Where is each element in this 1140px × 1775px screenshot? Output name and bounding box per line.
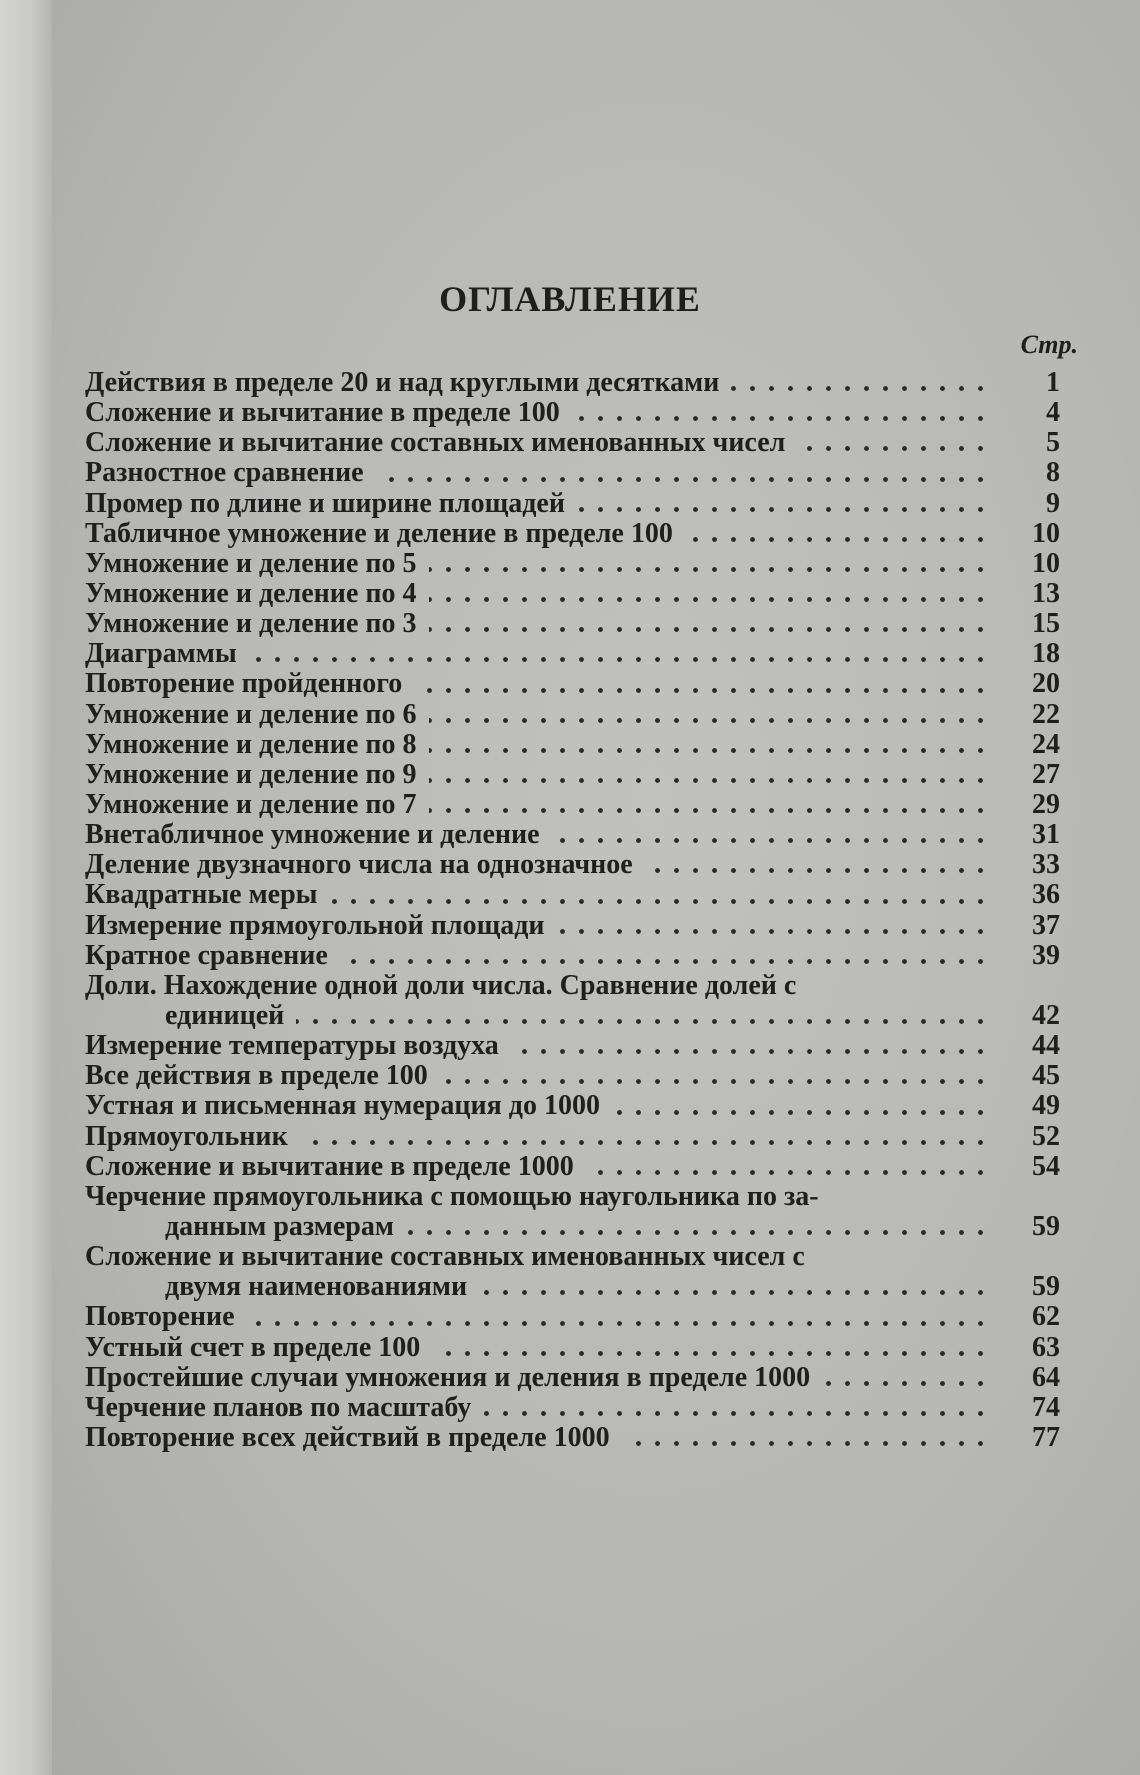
toc-entry-title: Деление двузначного числа на однозначное bbox=[85, 849, 633, 881]
toc-entry-title: Повторение пройденного bbox=[85, 668, 403, 700]
toc-entry bbox=[85, 1212, 1060, 1242]
toc-entry bbox=[85, 790, 1060, 820]
dot-leader bbox=[731, 386, 990, 391]
dot-leader bbox=[429, 748, 990, 753]
toc-entry bbox=[85, 820, 1060, 850]
toc-entry-title: Умножение и деление по 9 bbox=[85, 758, 417, 790]
toc-entry bbox=[85, 1333, 1060, 1363]
toc-entry-title: Повторение всех действий в пределе 1000 bbox=[85, 1421, 610, 1453]
toc-entry-page-number: 22 bbox=[1032, 698, 1060, 730]
toc-entry-page-number: 36 bbox=[1032, 879, 1060, 911]
toc-entry-page-number: 15 bbox=[1032, 608, 1060, 640]
toc-entry-title: Квадратные меры bbox=[85, 879, 318, 911]
toc-entry bbox=[85, 639, 1060, 669]
toc-entry-page-number: 10 bbox=[1032, 517, 1060, 549]
toc-entry bbox=[85, 428, 1060, 458]
toc-entry bbox=[85, 911, 1060, 941]
dot-leader bbox=[685, 537, 990, 542]
toc-entry-title: Сложение и вычитание в пределе 100 bbox=[85, 397, 560, 429]
toc-entry-title: единицей bbox=[165, 999, 285, 1031]
toc-entry-title: Устный счет в пределе 100 bbox=[85, 1331, 421, 1363]
dot-leader bbox=[645, 868, 990, 873]
toc-entry-title: Кратное сравнение bbox=[85, 939, 328, 971]
toc-entry-title: Все действия в пределе 100 bbox=[85, 1060, 428, 1092]
toc-entry bbox=[85, 458, 1060, 488]
toc-entry bbox=[85, 579, 1060, 609]
toc-entry-page-number: 33 bbox=[1032, 849, 1060, 881]
dot-leader bbox=[612, 1110, 990, 1115]
toc-entry-page-number: 31 bbox=[1032, 819, 1060, 851]
toc-entry-title: Разностное сравнение bbox=[85, 457, 364, 489]
toc-entry bbox=[85, 700, 1060, 730]
dot-leader bbox=[300, 1140, 990, 1145]
toc-entry-title: Черчение планов по масштабу bbox=[85, 1391, 472, 1423]
toc-entry-page-number: 44 bbox=[1032, 1030, 1060, 1062]
dot-leader bbox=[247, 1321, 990, 1326]
toc-entry bbox=[85, 1122, 1060, 1152]
toc-entry bbox=[85, 669, 1060, 699]
toc-entry-page-number: 74 bbox=[1032, 1391, 1060, 1423]
toc-entry-page-number: 59 bbox=[1032, 1271, 1060, 1303]
toc-entry bbox=[85, 1393, 1060, 1423]
dot-leader bbox=[822, 1381, 990, 1386]
toc-entry-title: Умножение и деление по 7 bbox=[85, 788, 417, 820]
toc-entry bbox=[85, 1302, 1060, 1332]
toc-entry-page-number: 4 bbox=[1046, 397, 1060, 429]
toc-entry-page-number: 52 bbox=[1032, 1120, 1060, 1152]
toc-entry-title: Сложение и вычитание составных именованных чисел bbox=[85, 427, 786, 459]
toc-entry bbox=[85, 489, 1060, 519]
toc-entry-title: Умножение и деление по 6 bbox=[85, 698, 417, 730]
dot-leader bbox=[429, 808, 990, 813]
toc-entry bbox=[85, 941, 1060, 971]
toc-entry bbox=[85, 971, 1060, 1001]
toc-entry-page-number: 39 bbox=[1032, 939, 1060, 971]
toc-entry-title: Измерение прямоугольной площади bbox=[85, 909, 545, 941]
toc-entry bbox=[85, 880, 1060, 910]
toc-entry-title: Умножение и деление по 4 bbox=[85, 577, 417, 609]
dot-leader bbox=[483, 1411, 990, 1416]
toc-entry bbox=[85, 1423, 1060, 1453]
toc-entry-page-number: 9 bbox=[1046, 487, 1060, 519]
dot-leader bbox=[479, 1290, 990, 1295]
toc-entry-title: Табличное умножение и деление в пределе 100 bbox=[85, 517, 673, 549]
toc-entry-page-number: 64 bbox=[1032, 1361, 1060, 1393]
dot-leader bbox=[440, 1079, 990, 1084]
dot-leader bbox=[511, 1049, 990, 1054]
dot-leader bbox=[622, 1441, 990, 1446]
toc-entry bbox=[85, 1001, 1060, 1031]
toc-entry-page-number: 62 bbox=[1032, 1301, 1060, 1333]
dot-leader bbox=[557, 929, 990, 934]
toc-entry bbox=[85, 1031, 1060, 1061]
toc-entry bbox=[85, 760, 1060, 790]
toc-entry bbox=[85, 1363, 1060, 1393]
toc-entry-title: двумя наименованиями bbox=[165, 1271, 468, 1303]
toc-entry bbox=[85, 850, 1060, 880]
toc-entry-title: Внетабличное умножение и деление bbox=[85, 819, 540, 851]
toc-entry-page-number: 18 bbox=[1032, 638, 1060, 670]
toc-entry bbox=[85, 1242, 1060, 1272]
toc-entry-title: Диаграммы bbox=[85, 638, 237, 670]
table-of-contents bbox=[85, 368, 1060, 1453]
toc-entry-page-number: 37 bbox=[1032, 909, 1060, 941]
dot-leader bbox=[340, 959, 990, 964]
toc-entry-title: Умножение и деление по 3 bbox=[85, 608, 417, 640]
dot-leader bbox=[296, 1019, 990, 1024]
toc-entry bbox=[85, 398, 1060, 428]
dot-leader bbox=[330, 899, 990, 904]
toc-entry-page-number: 13 bbox=[1032, 577, 1060, 609]
toc-entry-page-number: 5 bbox=[1046, 427, 1060, 459]
toc-entry-title: Сложение и вычитание в пределе 1000 bbox=[85, 1150, 574, 1182]
toc-entry-title: Умножение и деление по 8 bbox=[85, 728, 417, 760]
toc-entry-title: Сложение и вычитание составных именованных чисел с bbox=[85, 1241, 805, 1273]
toc-entry bbox=[85, 1091, 1060, 1121]
toc-entry-page-number: 10 bbox=[1032, 547, 1060, 579]
toc-entry bbox=[85, 730, 1060, 760]
toc-entry-page-number: 59 bbox=[1032, 1210, 1060, 1242]
toc-entry-page-number: 27 bbox=[1032, 758, 1060, 790]
dot-leader bbox=[432, 1351, 990, 1356]
toc-entry-page-number: 24 bbox=[1032, 728, 1060, 760]
toc-entry-page-number: 45 bbox=[1032, 1060, 1060, 1092]
toc-entry-title: Черчение прямоугольника с помощью наугольника по за- bbox=[85, 1180, 819, 1212]
toc-entry-title: Повторение bbox=[85, 1301, 235, 1333]
toc-entry bbox=[85, 1152, 1060, 1182]
toc-entry-page-number: 8 bbox=[1046, 457, 1060, 489]
toc-entry-page-number: 49 bbox=[1032, 1090, 1060, 1122]
toc-entry bbox=[85, 368, 1060, 398]
dot-leader bbox=[429, 567, 990, 572]
dot-leader bbox=[586, 1170, 990, 1175]
toc-entry-title: Простейшие случаи умножения и деления в пределе 1000 bbox=[85, 1361, 811, 1393]
toc-entry bbox=[85, 549, 1060, 579]
toc-entry bbox=[85, 1061, 1060, 1091]
page-column-label: Стр. bbox=[1020, 330, 1078, 359]
toc-entry bbox=[85, 609, 1060, 639]
dot-leader bbox=[414, 688, 990, 693]
toc-entry bbox=[85, 519, 1060, 549]
toc-entry-title: Умножение и деление по 5 bbox=[85, 547, 417, 579]
toc-entry bbox=[85, 1182, 1060, 1212]
toc-entry-page-number: 29 bbox=[1032, 788, 1060, 820]
dot-leader bbox=[572, 416, 990, 421]
book-spine-edge bbox=[0, 0, 52, 1775]
toc-entry-page-number: 54 bbox=[1032, 1150, 1060, 1182]
dot-leader bbox=[406, 1230, 990, 1235]
toc-entry-title: Прямоугольник bbox=[85, 1120, 288, 1152]
dot-leader bbox=[249, 657, 990, 662]
toc-entry bbox=[85, 1272, 1060, 1302]
toc-entry-title: Устная и письменная нумерация до 1000 bbox=[85, 1090, 600, 1122]
toc-entry-title: Измерение температуры воздуха bbox=[85, 1030, 499, 1062]
toc-entry-page-number: 77 bbox=[1032, 1421, 1060, 1453]
toc-entry-page-number: 63 bbox=[1032, 1331, 1060, 1363]
dot-leader bbox=[429, 597, 990, 602]
dot-leader bbox=[552, 838, 990, 843]
toc-entry-title: Действия в пределе 20 и над круглыми десятками bbox=[85, 367, 720, 398]
toc-entry-page-number: 20 bbox=[1032, 668, 1060, 700]
toc-entry-page-number: 42 bbox=[1032, 999, 1060, 1031]
dot-leader bbox=[429, 718, 990, 723]
dot-leader bbox=[376, 477, 990, 482]
dot-leader bbox=[577, 507, 990, 512]
page-title: ОГЛАВЛЕНИЕ bbox=[439, 279, 701, 319]
dot-leader bbox=[429, 778, 990, 783]
toc-entry-title: Доли. Нахождение одной доли числа. Сравнение долей с bbox=[85, 969, 797, 1001]
dot-leader bbox=[429, 627, 990, 632]
toc-entry-page-number: 1 bbox=[1046, 367, 1060, 398]
toc-entry-title: Промер по длине и ширине площадей bbox=[85, 487, 565, 519]
dot-leader bbox=[797, 446, 990, 451]
toc-entry-title: данным размерам bbox=[165, 1210, 394, 1242]
